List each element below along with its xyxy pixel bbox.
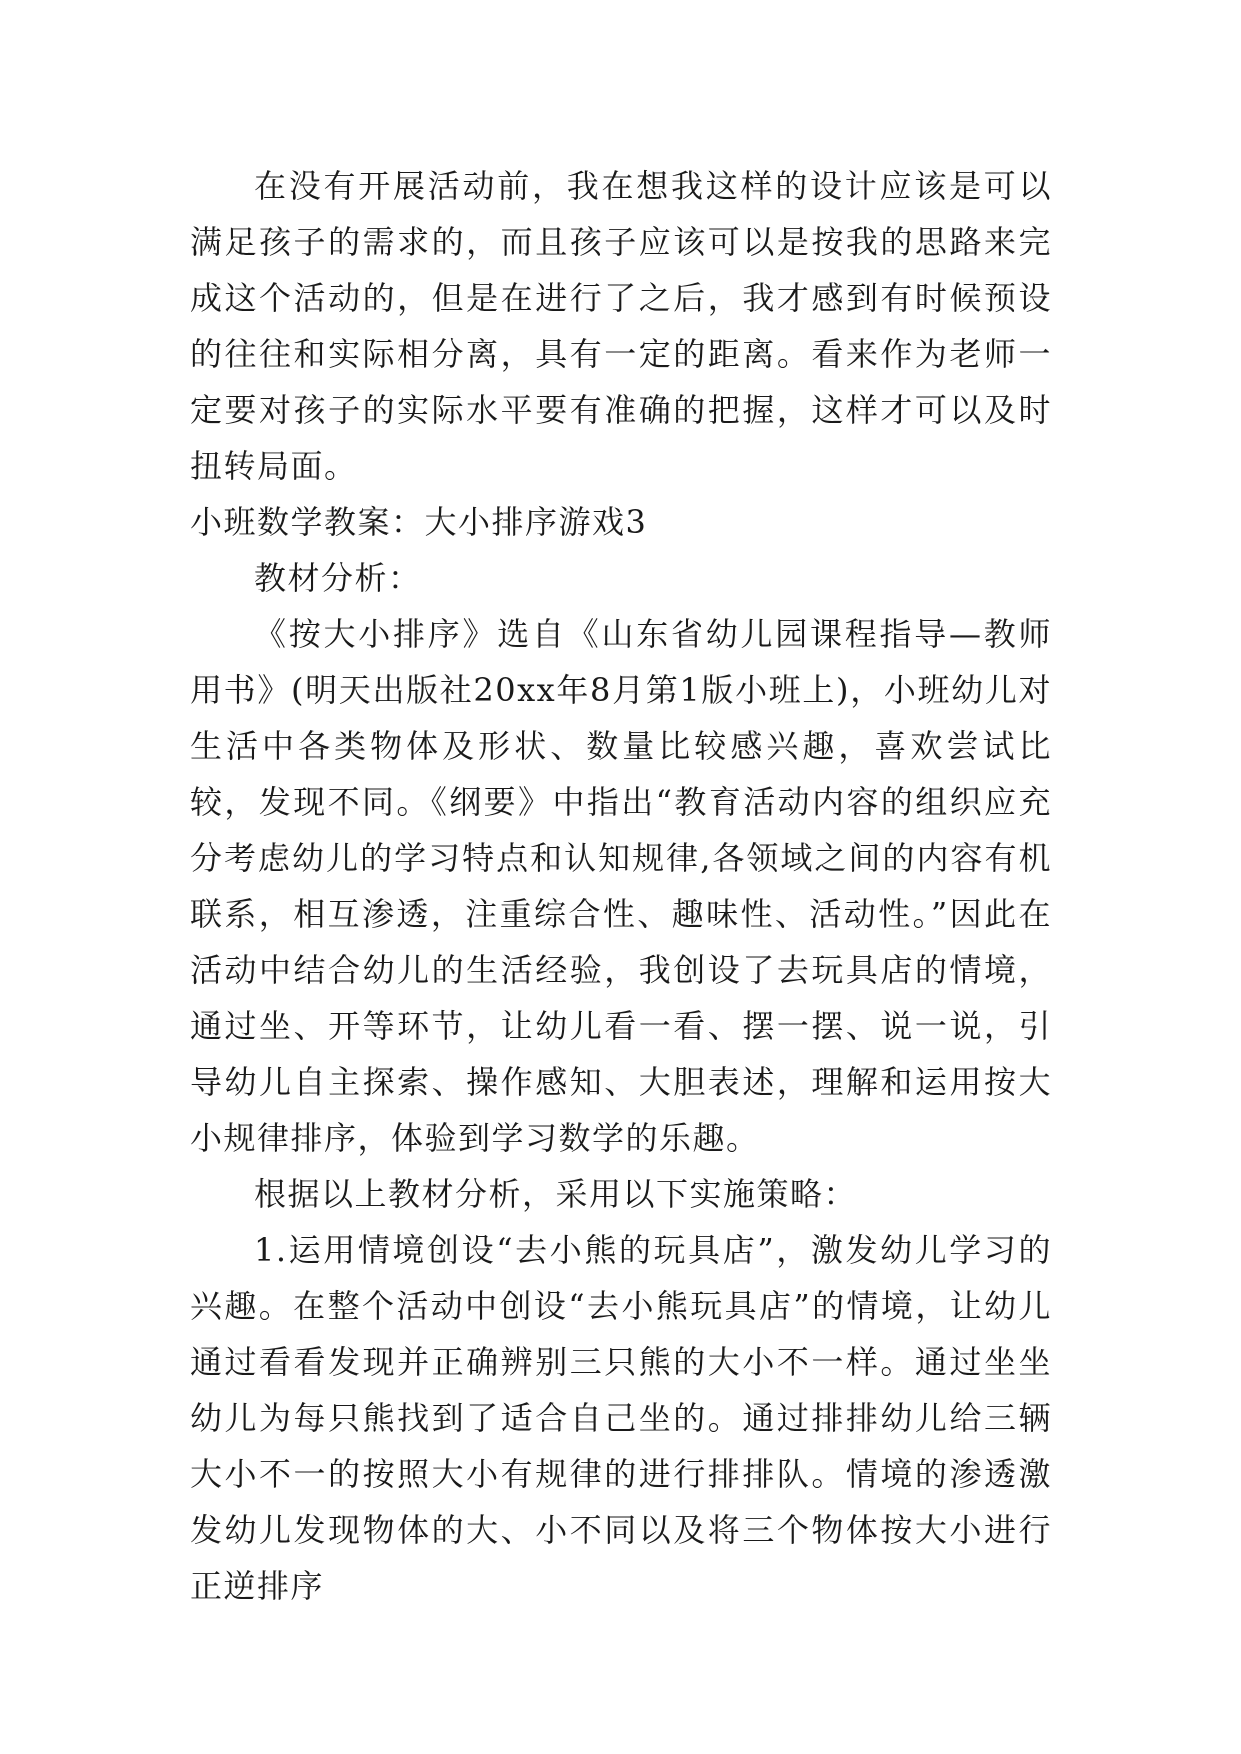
paragraph-material-analysis: 《按大小排序》选自《山东省幼儿园课程指导—教师用书》(明天出版社20xx年8月第1版小班上)，小班幼儿对生活中各类物体及形状、数量比较感兴趣，喜欢尝试比较，发现不同。《纲要》中指出“教育活动内容的组织应充分考虑幼儿的学习特点和认知规律,各领域之间的内容有机联系，相互渗透，注重综合性、趣味性、活动性。”因此在活动中结合幼儿的生活经验，我创设了去玩具店的情境，通过坐、开等环节，让幼儿看一看、摆一摆、说一说，引导幼儿自主探索、操作感知、大胆表述，理解和运用按大小规律排序，体验到学习数学的乐趣。 [190,615,1052,1157]
paragraph-reflection: 在没有开展活动前，我在想我这样的设计应该是可以满足孩子的需求的，而且孩子应该可以是按我的思路来完成这个活动的，但是在进行了之后，我才感到有时候预设的往往和实际相分离，具有一定的距离。看来作为老师一定要对孩子的实际水平要有准确的把握，这样才可以及时扭转局面。 [190,167,1052,485]
document-page [190,158,1052,1614]
paragraph-strategy-intro: 根据以上教材分析，采用以下实施策略： [254,1175,858,1213]
paragraph-material-analysis-heading: 教材分析： [254,559,422,597]
paragraph-strategy-1: 1.运用情境创设“去小熊的玩具店”，激发幼儿学习的兴趣。在整个活动中创设“去小熊玩具店”的情境，让幼儿通过看看发现并正确辨别三只熊的大小不一样。通过坐坐幼儿为每只熊找到了适合自己坐的。通过排排幼儿给三辆大小不一的按照大小有规律的进行排排队。情境的渗透激发幼儿发现物体的大、小不同以及将三个物体按大小进行正逆排序 [190,1231,1052,1605]
lesson-title: 小班数学教案：大小排序游戏3 [190,503,648,541]
